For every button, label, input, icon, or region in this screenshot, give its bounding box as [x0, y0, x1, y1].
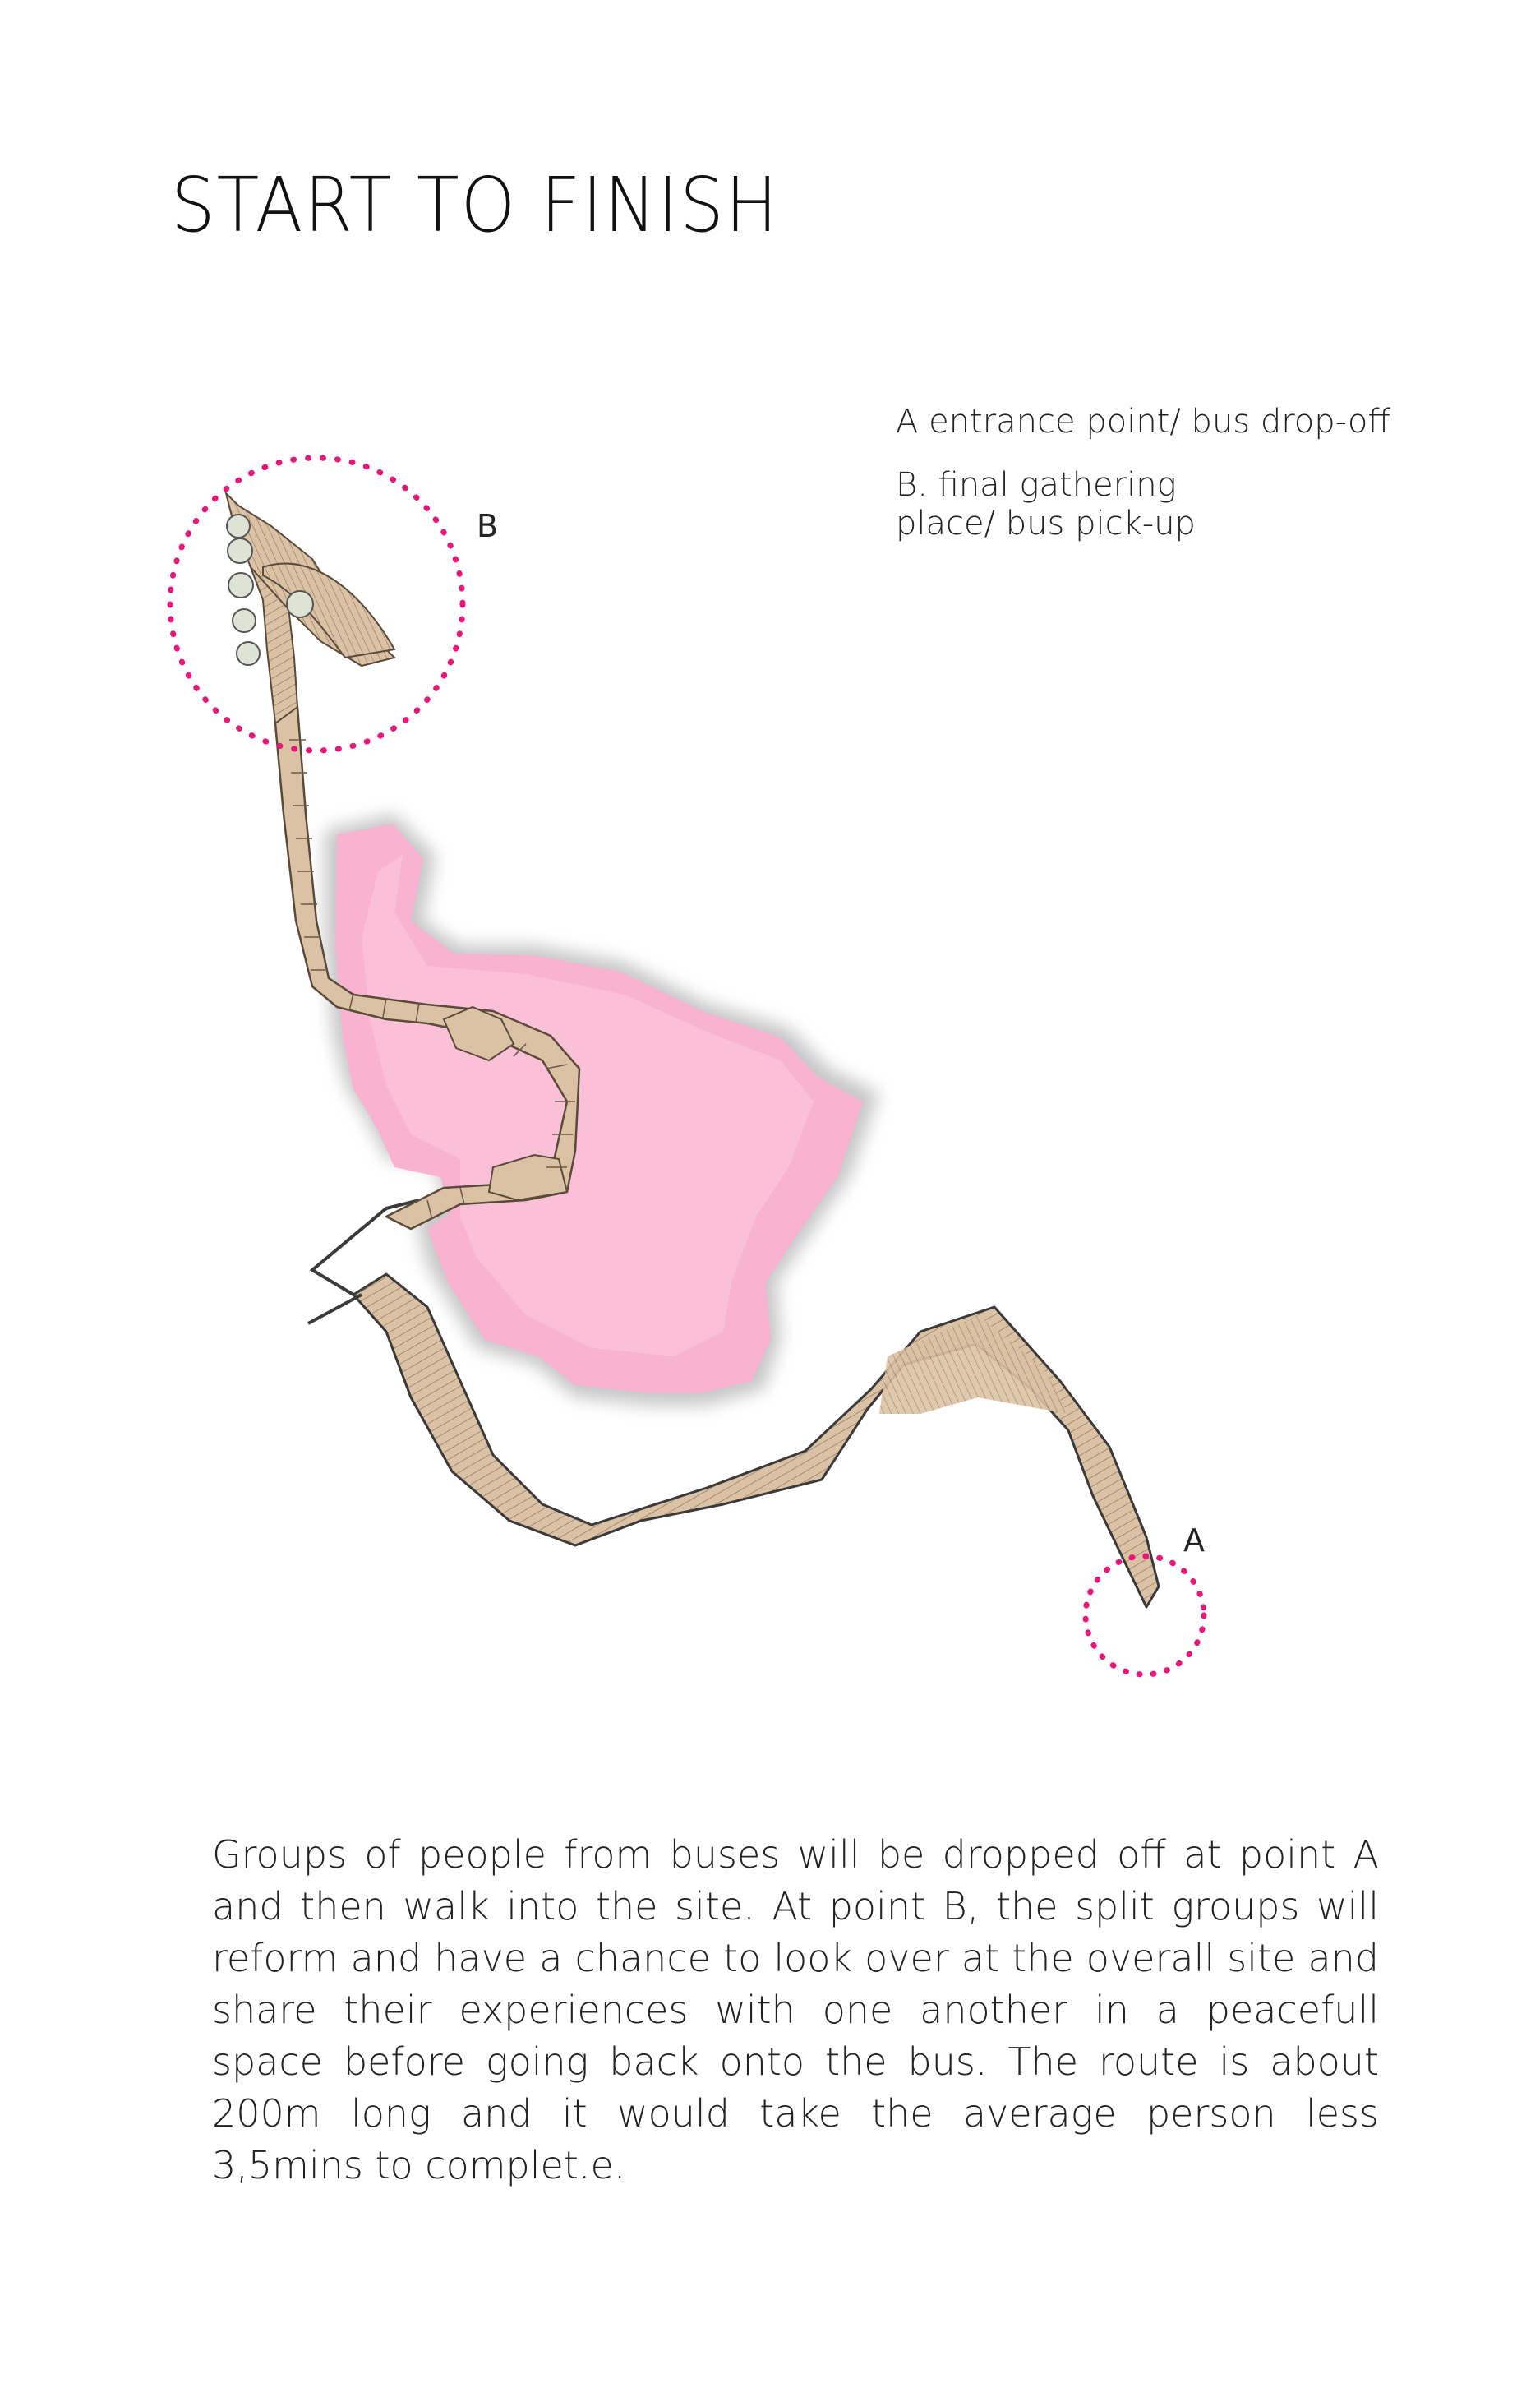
route-outer-edge-2 — [308, 1295, 362, 1323]
tree — [228, 538, 252, 563]
route-upper — [226, 493, 394, 723]
tree — [233, 609, 256, 632]
route-description: Groups of people from buses will be dropped off at point A and then walk into the site. At point B, the split groups will reform and have a chance to look over at the overall site and share their experiences with one another in a peacefull space before going back onto the bus. The route is about 200m long and it would take the average person less 3,5mins to complet.e. — [212, 1832, 1379, 2187]
point-a-label: A — [1183, 1522, 1205, 1559]
tree — [228, 573, 253, 598]
tree — [287, 591, 313, 617]
point-b-label: B — [477, 508, 499, 544]
legend-item-a: A entrance point/ bus drop-off — [896, 403, 1390, 441]
page-title: START TO FINISH — [171, 161, 780, 249]
tree — [237, 642, 260, 665]
tree — [227, 515, 250, 538]
legend-item-b: B. final gathering place/ bus pick-up — [896, 466, 1196, 543]
